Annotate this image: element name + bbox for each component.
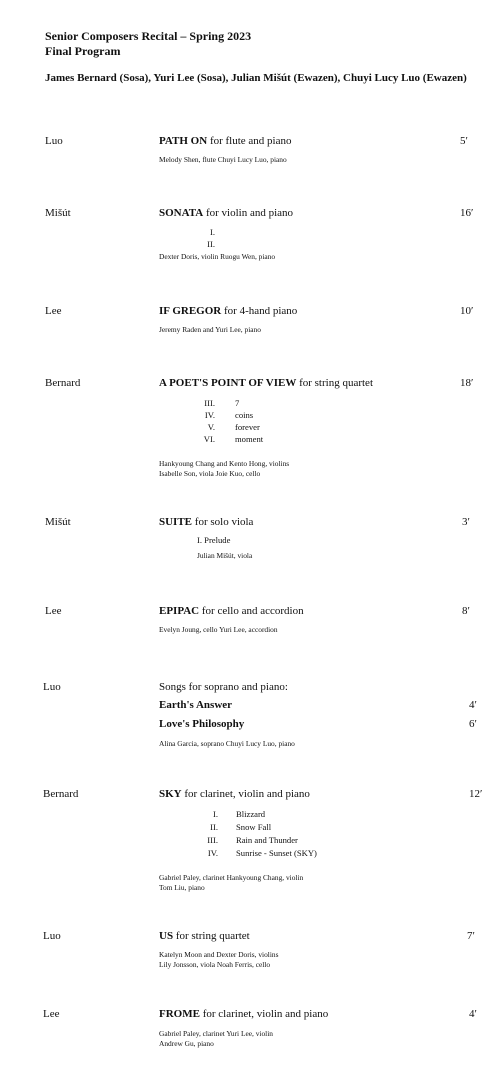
performers-line: Julian Mišút, viola bbox=[197, 551, 253, 560]
piece-title-main: EPIPAC bbox=[159, 605, 200, 617]
song-title: Love's Philosophy bbox=[159, 718, 245, 730]
performers-line: Hankyoung Chang and Kento Hong, violins bbox=[159, 459, 290, 468]
composer-name: Luo bbox=[43, 930, 61, 942]
piece-title bbox=[159, 930, 250, 942]
movement-name: Rain and Thunder bbox=[236, 835, 298, 845]
piece-title-main: US bbox=[159, 930, 174, 942]
piece-title-main: A POET'S POINT OF VIEW bbox=[159, 377, 297, 389]
piece-title-main: IF GREGOR bbox=[159, 305, 222, 317]
piece-title-main: SUITE bbox=[159, 516, 193, 528]
movement-number: II. bbox=[210, 822, 218, 832]
piece-title-rest: for clarinet, violin and piano bbox=[181, 788, 310, 800]
movement-number: III. bbox=[207, 835, 218, 845]
performers-line: Alina Garcia, soprano Chuyi Lucy Luo, piano bbox=[159, 739, 295, 748]
piece-title-main: SONATA bbox=[159, 207, 204, 219]
movement-number: II. bbox=[207, 239, 215, 249]
piece-title-rest: for string quartet bbox=[296, 377, 374, 389]
piece-title-rest: for violin and piano bbox=[203, 207, 294, 219]
piece-title-main: SKY bbox=[159, 788, 182, 800]
composer-name: Lee bbox=[45, 305, 62, 317]
composer-name: Mišút bbox=[45, 207, 71, 219]
piece-title bbox=[159, 516, 253, 528]
performers-line: Dexter Doris, violin Ruogu Wen, piano bbox=[159, 252, 276, 261]
performers-line: Katelyn Moon and Dexter Doris, violins bbox=[159, 950, 279, 959]
movement-name: forever bbox=[235, 422, 260, 432]
movement-name: Sunrise - Sunset (SKY) bbox=[236, 848, 317, 858]
piece-title-rest: for 4-hand piano bbox=[221, 305, 298, 317]
performers-line: Tom Liu, piano bbox=[159, 883, 205, 892]
piece-duration: 12′ bbox=[469, 788, 483, 800]
song-duration: 6′ bbox=[469, 718, 477, 730]
performers-line: Gabriel Paley, clarinet Hankyoung Chang, violin bbox=[159, 873, 304, 882]
piece-title bbox=[159, 207, 293, 219]
movement-row: I. Prelude bbox=[197, 535, 231, 545]
piece-title bbox=[159, 305, 297, 317]
composer-name: Lee bbox=[43, 1008, 60, 1020]
movement-number: III. bbox=[204, 398, 215, 408]
piece-duration: 3′ bbox=[462, 516, 470, 528]
composer-name: Bernard bbox=[45, 377, 81, 389]
song-title: Earth's Answer bbox=[159, 699, 233, 711]
piece-title: Songs for soprano and piano: bbox=[159, 681, 288, 693]
piece-duration: 16′ bbox=[460, 207, 474, 219]
program-title: Senior Composers Recital – Spring 2023 bbox=[45, 29, 252, 43]
performers-line: Melody Shen, flute Chuyi Lucy Luo, piano bbox=[159, 155, 287, 164]
composer-name: Luo bbox=[45, 135, 63, 147]
performers-line: Gabriel Paley, clarinet Yuri Lee, violin bbox=[159, 1029, 273, 1038]
piece-title bbox=[159, 377, 373, 389]
movement-name: Blizzard bbox=[236, 809, 266, 819]
movement-name: moment bbox=[235, 434, 264, 444]
performers-line: Evelyn Joung, cello Yuri Lee, accordion bbox=[159, 625, 278, 634]
performers-line: Isabelle Son, viola Joie Kuo, cello bbox=[159, 469, 261, 478]
composer-name: Mišút bbox=[45, 516, 71, 528]
piece-title bbox=[159, 788, 310, 800]
piece-title-rest: for string quartet bbox=[173, 930, 250, 942]
piece-duration: 5′ bbox=[460, 135, 468, 147]
movement-number: IV. bbox=[204, 410, 215, 420]
piece-title-main: PATH ON bbox=[159, 135, 208, 147]
performers-line: Lily Jonsson, viola Noah Ferris, cello bbox=[159, 960, 271, 969]
piece-duration: 7′ bbox=[467, 930, 475, 942]
movement-number: I. bbox=[209, 227, 215, 237]
piece-duration: 4′ bbox=[469, 1008, 477, 1020]
piece-duration: 8′ bbox=[462, 605, 470, 617]
piece-title-main: FROME bbox=[159, 1008, 200, 1020]
composer-name: Bernard bbox=[43, 788, 79, 800]
performers-line: Jeremy Raden and Yuri Lee, piano bbox=[159, 325, 261, 334]
piece-title-rest: for solo viola bbox=[192, 516, 254, 528]
piece-title-rest: for clarinet, violin and piano bbox=[199, 1008, 329, 1020]
piece-title-rest: for flute and piano bbox=[207, 135, 292, 147]
piece-title bbox=[159, 135, 292, 147]
composer-name: Luo bbox=[43, 681, 61, 693]
movement-name: coins bbox=[235, 410, 254, 420]
piece-duration: 10′ bbox=[460, 305, 474, 317]
program-subtitle: Final Program bbox=[45, 44, 121, 58]
performers-line: Andrew Gu, piano bbox=[159, 1039, 214, 1048]
song-duration: 4′ bbox=[469, 699, 477, 711]
movement-name: Snow Fall bbox=[236, 822, 272, 832]
movement-number: V. bbox=[207, 422, 215, 432]
movement-number: IV. bbox=[207, 848, 218, 858]
composers-line: James Bernard (Sosa), Yuri Lee (Sosa), Julian Mišút (Ewazen), Chuyi Lucy Luo (Ewazen) bbox=[45, 72, 467, 84]
piece-title bbox=[159, 605, 304, 617]
movement-name: 7 bbox=[235, 398, 240, 408]
composer-name: Lee bbox=[45, 605, 62, 617]
movement-number: I. bbox=[212, 809, 218, 819]
piece-duration: 18′ bbox=[460, 377, 474, 389]
movement-number: VI. bbox=[203, 434, 215, 444]
piece-title bbox=[159, 1008, 328, 1020]
piece-title-rest: for cello and accordion bbox=[199, 605, 304, 617]
